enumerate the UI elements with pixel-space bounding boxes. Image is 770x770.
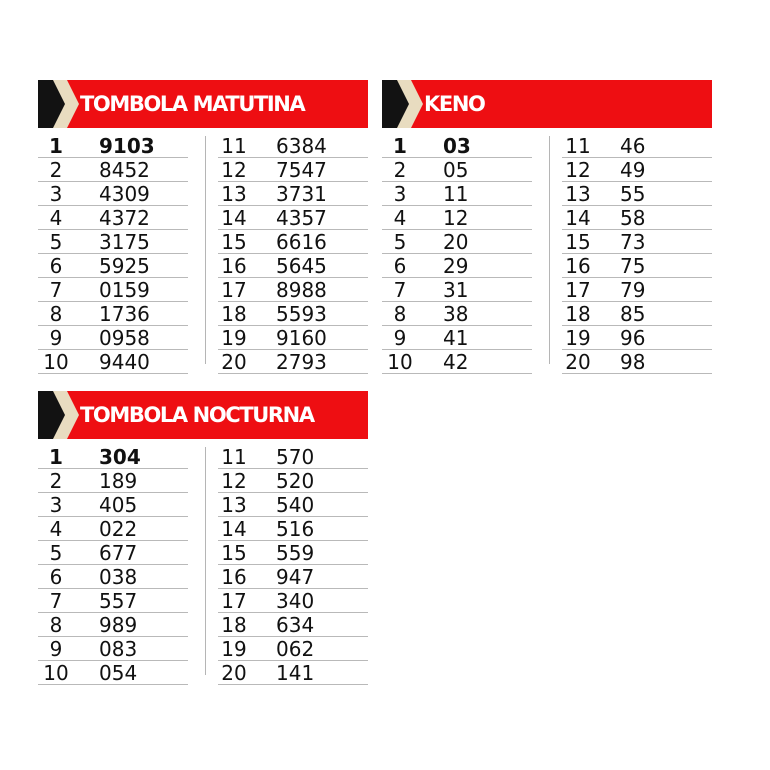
result-number: 42 — [443, 350, 469, 374]
result-row — [38, 589, 188, 613]
result-position: 13 — [221, 493, 247, 517]
result-row — [562, 326, 712, 350]
result-position: 19 — [565, 326, 591, 350]
result-number: 5925 — [99, 254, 150, 278]
result-number: 405 — [99, 493, 138, 517]
results-columns — [382, 134, 712, 374]
result-number: 054 — [99, 661, 138, 685]
result-number: 6616 — [276, 230, 327, 254]
result-number: 989 — [99, 613, 138, 637]
result-position: 3 — [393, 182, 407, 206]
result-position: 1 — [393, 134, 407, 158]
result-position: 12 — [221, 158, 247, 182]
result-position: 17 — [221, 278, 247, 302]
result-position: 4 — [49, 206, 63, 230]
result-row — [562, 302, 712, 326]
result-number: 5645 — [276, 254, 327, 278]
result-number: 2793 — [276, 350, 327, 374]
column-divider — [549, 136, 550, 364]
result-number: 7547 — [276, 158, 327, 182]
result-number: 677 — [99, 541, 138, 565]
result-position: 20 — [221, 661, 247, 685]
result-row — [38, 134, 188, 158]
result-position: 4 — [393, 206, 407, 230]
result-number: 022 — [99, 517, 138, 541]
result-row — [382, 350, 532, 374]
panel-header — [38, 391, 368, 439]
result-row — [218, 134, 368, 158]
result-row — [218, 469, 368, 493]
result-row — [218, 254, 368, 278]
result-row — [218, 661, 368, 685]
result-position: 8 — [49, 613, 63, 637]
result-number: 540 — [276, 493, 315, 517]
result-position: 11 — [221, 445, 247, 469]
panel-keno — [382, 80, 712, 374]
result-number: 083 — [99, 637, 138, 661]
results-column-right — [218, 134, 368, 374]
results-column-left — [38, 445, 188, 685]
result-row — [218, 206, 368, 230]
result-number: 31 — [443, 278, 469, 302]
result-row — [38, 182, 188, 206]
result-row — [218, 230, 368, 254]
result-number: 79 — [620, 278, 646, 302]
result-row — [218, 182, 368, 206]
panel-title: KENO — [424, 92, 485, 116]
result-number: 570 — [276, 445, 315, 469]
result-number: 8988 — [276, 278, 327, 302]
result-number: 20 — [443, 230, 469, 254]
result-position: 18 — [221, 613, 247, 637]
results-column-right — [562, 134, 712, 374]
result-position: 18 — [221, 302, 247, 326]
result-row — [382, 182, 532, 206]
result-row — [38, 613, 188, 637]
result-number: 98 — [620, 350, 646, 374]
result-position: 14 — [221, 517, 247, 541]
result-number: 516 — [276, 517, 315, 541]
result-row — [382, 326, 532, 350]
result-number: 0159 — [99, 278, 150, 302]
column-divider — [205, 136, 206, 364]
result-row — [38, 445, 188, 469]
result-number: 189 — [99, 469, 138, 493]
result-number: 340 — [276, 589, 315, 613]
result-position: 1 — [49, 134, 63, 158]
result-position: 10 — [43, 661, 69, 685]
result-row — [38, 493, 188, 517]
result-position: 4 — [49, 517, 63, 541]
result-number: 11 — [443, 182, 469, 206]
result-number: 73 — [620, 230, 646, 254]
result-number: 38 — [443, 302, 469, 326]
result-position: 15 — [221, 541, 247, 565]
result-row — [562, 134, 712, 158]
result-number: 9440 — [99, 350, 150, 374]
result-row — [38, 637, 188, 661]
result-number: 55 — [620, 182, 646, 206]
result-row — [38, 469, 188, 493]
result-position: 20 — [565, 350, 591, 374]
result-position: 6 — [49, 254, 63, 278]
result-number: 05 — [443, 158, 469, 182]
result-row — [562, 350, 712, 374]
result-number: 5593 — [276, 302, 327, 326]
panel-title: TOMBOLA NOCTURNA — [80, 403, 314, 427]
result-position: 13 — [221, 182, 247, 206]
result-number: 85 — [620, 302, 646, 326]
result-row — [218, 637, 368, 661]
result-row — [562, 254, 712, 278]
result-position: 8 — [393, 302, 407, 326]
result-number: 49 — [620, 158, 646, 182]
result-row — [218, 445, 368, 469]
result-row — [38, 158, 188, 182]
result-position: 11 — [221, 134, 247, 158]
result-row — [218, 278, 368, 302]
result-number: 3731 — [276, 182, 327, 206]
result-number: 6384 — [276, 134, 327, 158]
result-position: 14 — [221, 206, 247, 230]
result-number: 304 — [99, 445, 141, 469]
result-position: 10 — [43, 350, 69, 374]
result-number: 58 — [620, 206, 646, 230]
column-divider — [205, 447, 206, 675]
result-number: 9160 — [276, 326, 327, 350]
result-row — [562, 230, 712, 254]
result-number: 3175 — [99, 230, 150, 254]
result-number: 0958 — [99, 326, 150, 350]
result-row — [38, 565, 188, 589]
result-number: 520 — [276, 469, 315, 493]
result-row — [382, 302, 532, 326]
result-position: 19 — [221, 637, 247, 661]
result-number: 559 — [276, 541, 315, 565]
result-row — [382, 254, 532, 278]
result-position: 12 — [565, 158, 591, 182]
result-row — [218, 517, 368, 541]
result-position: 9 — [393, 326, 407, 350]
result-row — [38, 206, 188, 230]
result-row — [562, 278, 712, 302]
result-position: 19 — [221, 326, 247, 350]
result-row — [562, 158, 712, 182]
result-row — [38, 541, 188, 565]
result-position: 17 — [565, 278, 591, 302]
result-row — [382, 158, 532, 182]
panel-tombola-matutina — [38, 80, 368, 374]
panel-tombola-nocturna — [38, 391, 368, 685]
result-number: 75 — [620, 254, 646, 278]
result-position: 16 — [221, 565, 247, 589]
result-number: 03 — [443, 134, 471, 158]
result-number: 4357 — [276, 206, 327, 230]
result-row — [218, 158, 368, 182]
result-position: 5 — [49, 541, 63, 565]
result-number: 8452 — [99, 158, 150, 182]
results-columns — [38, 445, 368, 685]
result-row — [38, 326, 188, 350]
result-row — [382, 134, 532, 158]
result-position: 2 — [393, 158, 407, 182]
result-position: 20 — [221, 350, 247, 374]
result-row — [218, 565, 368, 589]
result-number: 29 — [443, 254, 469, 278]
result-position: 8 — [49, 302, 63, 326]
result-number: 038 — [99, 565, 138, 589]
result-position: 13 — [565, 182, 591, 206]
result-position: 15 — [565, 230, 591, 254]
result-position: 3 — [49, 182, 63, 206]
result-position: 5 — [393, 230, 407, 254]
results-columns — [38, 134, 368, 374]
result-position: 16 — [221, 254, 247, 278]
result-number: 557 — [99, 589, 138, 613]
result-position: 14 — [565, 206, 591, 230]
result-row — [218, 613, 368, 637]
result-position: 6 — [393, 254, 407, 278]
result-position: 2 — [49, 469, 63, 493]
result-row — [38, 517, 188, 541]
result-position: 11 — [565, 134, 591, 158]
result-row — [38, 302, 188, 326]
result-row — [382, 230, 532, 254]
result-position: 3 — [49, 493, 63, 517]
result-number: 9103 — [99, 134, 155, 158]
result-row — [38, 661, 188, 685]
results-column-left — [382, 134, 532, 374]
result-position: 7 — [49, 589, 63, 613]
result-number: 46 — [620, 134, 646, 158]
result-number: 634 — [276, 613, 315, 637]
result-number: 1736 — [99, 302, 150, 326]
result-number: 41 — [443, 326, 469, 350]
result-position: 17 — [221, 589, 247, 613]
result-position: 16 — [565, 254, 591, 278]
results-column-left — [38, 134, 188, 374]
result-position: 12 — [221, 469, 247, 493]
result-position: 15 — [221, 230, 247, 254]
result-number: 947 — [276, 565, 315, 589]
result-position: 9 — [49, 637, 63, 661]
results-column-right — [218, 445, 368, 685]
result-position: 7 — [49, 278, 63, 302]
result-row — [562, 206, 712, 230]
result-row — [218, 493, 368, 517]
result-row — [38, 350, 188, 374]
result-position: 7 — [393, 278, 407, 302]
result-row — [218, 350, 368, 374]
result-row — [562, 182, 712, 206]
panel-header — [382, 80, 712, 128]
result-row — [382, 206, 532, 230]
result-row — [218, 541, 368, 565]
result-row — [38, 230, 188, 254]
result-number: 12 — [443, 206, 469, 230]
result-position: 9 — [49, 326, 63, 350]
result-position: 18 — [565, 302, 591, 326]
result-number: 4309 — [99, 182, 150, 206]
result-row — [218, 326, 368, 350]
result-position: 1 — [49, 445, 63, 469]
result-row — [38, 278, 188, 302]
result-position: 5 — [49, 230, 63, 254]
result-row — [38, 254, 188, 278]
result-number: 96 — [620, 326, 646, 350]
result-row — [218, 302, 368, 326]
result-position: 2 — [49, 158, 63, 182]
panel-header — [38, 80, 368, 128]
result-position: 10 — [387, 350, 413, 374]
result-number: 062 — [276, 637, 315, 661]
result-row — [382, 278, 532, 302]
result-position: 6 — [49, 565, 63, 589]
panel-title: TOMBOLA MATUTINA — [80, 92, 305, 116]
result-number: 141 — [276, 661, 315, 685]
result-number: 4372 — [99, 206, 150, 230]
result-row — [218, 589, 368, 613]
